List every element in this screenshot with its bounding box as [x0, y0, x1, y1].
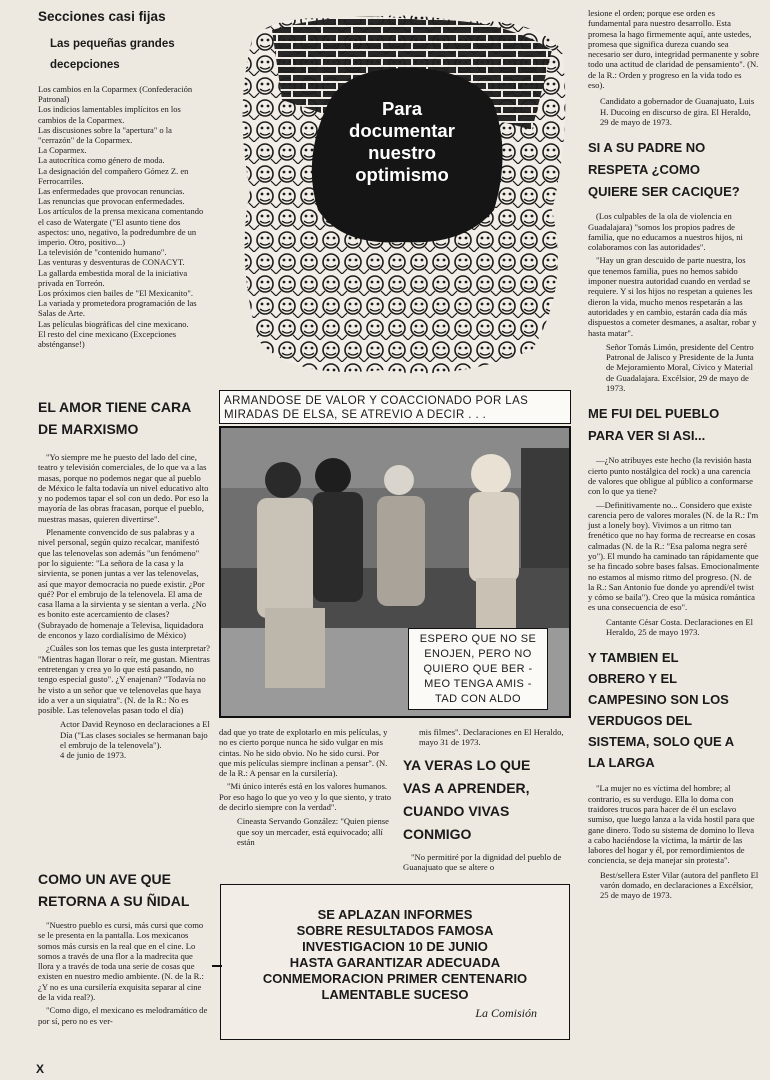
amor-article: [38, 396, 210, 767]
list-item: Las venturas y desventuras de CONACYT.: [38, 257, 185, 268]
article-paragraph: ¿Cuáles son los temas que les gusta interpretar? "Mientras hagan llorar o reír, me gustan. Mientras entretengan y crea yo lo que está pasando, no tengo especial gusto". ¿Y enajenan? "Todavía no he visto a un señor que ve telenovelas que haya ido a ver a un siquiatra". (N. de la R.: No es posible. Las telenovelas pasan todo el día): [38, 643, 210, 716]
left-column: [38, 8, 208, 349]
notice-line: CONMEMORACION PRIMER CENTENARIO: [262, 971, 528, 986]
notice-signature: La Comisión: [475, 1006, 537, 1020]
article-paragraph: Plenamente convencido de sus palabras y a nivel personal, según quizo recalcar, manifestó que las telenovelas son además "un fenómeno" por lo siguiente: "La señora de la casa y la sirvienta, se ponen juntas a ver las telenovelas, así que mayor democracia no puede existir. ¿Por qué? Por el embrujo de la telenovela. El ama de casa llama a la sirvienta y se sientan a verla. ¿No es bonito este acercamiento de clases? (Subrayado de homenaje a Televisa, liquidadora de enconos y lazo cordialísimo de México): [38, 527, 207, 641]
page-number: X: [36, 1062, 45, 1076]
article-credit: Candidato a gobernador de Guanajuato, Luis H. Ducoing en discurso de gira. El Heraldo, 29 de mayo de 1973.: [600, 96, 755, 127]
list-item: El resto del cine mexicano (Excepciones absténganse!): [38, 328, 177, 350]
list-item: Los indicios lamentables implícitos en los cambios de la Coparmex.: [38, 104, 181, 125]
pequenas-title: Las pequeñas grandes decepciones: [50, 38, 175, 71]
article-paragraph: "No permitiré por la dignidad del pueblo de Guanajuato que se altere o: [403, 851, 562, 872]
article-credit: Cantante César Costa. Declaraciones en El Heraldo, 25 de mayo 1973.: [606, 616, 753, 638]
notice-box: [220, 884, 570, 1040]
list-item: La televisión de "contenido humano".: [38, 247, 167, 258]
illustration-title: Para documentar nuestro optimismo: [349, 98, 455, 185]
list-item: La designación del compañero Gómez Z. en Ferrocarriles.: [38, 165, 189, 186]
illustration: [232, 10, 572, 384]
list-item: La autocrítica como género de moda.: [38, 155, 165, 166]
list-item: Las enfermedades que provocan renuncias.: [38, 186, 185, 197]
ave-title: COMO UN AVE QUE RETORNA A SU ÑIDAL: [38, 871, 190, 909]
article-paragraph: "Nuestro pueblo es cursi, más cursi que como se le presenta en la pantalla. Los mexicanos somos más cursis en la real que en el cine. Lo somos a través de una flor a la madrecita que llora y a través de toda una serie de cosas que existen en nuestro medio ambiente. (N. de la R.: ¿Y no es una cursilería exquisita separar al cine de la vida real?).: [38, 920, 204, 1003]
list-item: Las discusiones sobre la "apertura" o la "cerrazón" de la Coparmex.: [38, 124, 172, 146]
obrero-title: Y TAMBIEN EL OBRERO Y EL CAMPESINO SON LOS VERDUGOS DEL SISTEMA, SOLO QUE A LA LARGA: [588, 650, 735, 771]
list-item: La variada y prometedora programación de las Salas de Arte.: [38, 298, 197, 319]
article-paragraph: —¿No atribuyes este hecho (la revisión hasta cierto punto nostálgica del rock) a una carencia de valores que obligue al público a conformarse con lo que ya tiene?: [588, 455, 753, 497]
article-paragraph: "Mi único interés está en los valores humanos. Por eso hago lo que yo veo y lo que siento, y trato de decirlo siempre con la verdad".: [219, 781, 392, 813]
list-item: La Coparmex.: [38, 145, 87, 156]
article-paragraph: "Yo siempre me he puesto del lado del cine, teatro y televisión comerciales, de lo que va a las masas, porque no podemos negar que al pueblo de México le falta todavía un nivel educativo alto y no podemos tapar el sol con un dedo. Por eso la mayoría de las obras fracasan, porque el pueblo, nuestras masas, quieren divertirse".: [38, 452, 209, 524]
article-paragraph: —Definitivamente no... Considero que existe carencia pero de valores morales (N. de la R.: I'm just a lonely boy). Vivimos a un ritmo tan frenético que no hay forma de recrearse en cosas calmadas (N. de la R.: "Esa paloma negra seré yo"). El mundo ha caminado tan rápidamente que se ha fincado sobre bases falsas. Emocionalmente no estamos al mismo ritmo del progreso. (N. de la R.: San Antonio fue donde yo aprendí/el twist y cómo se baila"). Creo que la música romántica es una consecuencia de eso".: [588, 499, 760, 613]
list-item: Los cambios en la Coparmex (Confederación Patronal): [38, 84, 193, 105]
list-item: Las películas biográficas del cine mexicano.: [38, 318, 189, 329]
list-item: Las renuncias que provocan enfermedades.: [38, 196, 185, 207]
list-item: La gallarda embestida moral de la iniciativa privada en Torreón.: [38, 267, 188, 288]
article-paragraph: "La mujer no es víctima del hombre; al contrario, es su verdugo. Ella lo doma con traidores trucos para hacer de él un esclavo sumiso, que luego lanza a la vida hostil para que gane dinero. Todo su sistema de domino lo lleva a cabo haciéndose la víctima, la mártir de las labores del hogar y él, por remordimientos de conciencia, se deja manejar sin protesta".: [588, 783, 755, 866]
article-paragraph: dad que yo trate de explotarlo en mis películas, y no es cierto porque nunca he sido vulgar en mis cintas. No he sido obvio. No he sido cursi. Por que mis películas siempre inclinan a pensar". (N. de la R.: A pensar en la cursilería).: [219, 727, 388, 779]
notice-line: LAMENTABLE SUCESO: [321, 987, 469, 1002]
article-paragraph: lesione el orden; porque ese orden es fundamental para nuestro desarrollo. Esta promesa la hago firmemente aquí, ante ustedes, promesa que significa dureza cuando sea necesario ser duro, integridad permanente y sobre todo una actitud de claridad de pensamiento". (N. de la R.: Orden y progreso en la vida todo es eso).: [588, 8, 760, 91]
cacique-title: SI A SU PADRE NO RESPETA ¿COMO QUIERE SER CACIQUE?: [588, 140, 740, 200]
section-title: Secciones casi fijas: [38, 9, 166, 24]
list-item: Los artículos de la prensa mexicana comentando el caso de Watergate ("El asunto tiene dos aspectos: uno, negativo, la podredumbre de un imperio. Otro, positivo...): [38, 206, 204, 248]
ave-article: [38, 868, 210, 1029]
article-paragraph: "Hay un gran descuido de parte nuestra, los que tenemos familia, pues no hemos sabido imponer nuestra autoridad cuando en verdad se requiere. Y si los hijos no respetan a quienes les dieron la vida, mucho menos respetarán a las autoridades y en cambio, estarán cada día más dispuestos a cometer desmanes, a asaltar, robar y hasta matar".: [588, 255, 757, 338]
amor-title: EL AMOR TIENE CARA DE MARXISMO: [38, 399, 192, 437]
article-credit: Cineasta Servando González: "Quien piense que soy un mercader, está equivocado; allí están: [237, 816, 389, 847]
right-column: [588, 8, 760, 907]
photo-caption-top: ARMANDOSE DE VALOR Y COACCIONADO POR LAS MIRADAS DE ELSA, SE ATREVIO A DECIR . . .: [219, 390, 571, 424]
veras-title: YA VERAS LO QUE VAS A APRENDER, CUANDO VIVAS CONMIGO: [403, 756, 531, 842]
arrow-mark-icon: [212, 965, 222, 967]
veras-article: [403, 727, 571, 872]
article-credit: Actor David Reynoso en declaraciones a El Día ("Las clases sociales se hermanan bajo el embrujo de la telenovela"). 4 de junio de 1973.: [60, 719, 210, 761]
notice-line: INVESTIGACION 10 DE JUNIO: [302, 939, 488, 954]
article-paragraph: (Los culpables de la ola de violencia en Guadalajara) "somos los propios padres de familia, que no educamos a nuestros hijos, ni colaboramos con las autoridades".: [588, 211, 743, 253]
list-item: Los próximos cien bailes de "El Mexicanito".: [38, 288, 193, 299]
notice-line: HASTA GARANTIZAR ADECUADA: [289, 955, 501, 970]
notice-line: SE APLAZAN INFORMES: [317, 907, 473, 922]
article-paragraph: "Como digo, el mexicano es melodramático de por sí, pero no es ver-: [38, 1005, 208, 1026]
photo-caption-bottom: ESPERO QUE NO SE ENOJEN, PERO NO QUIERO QUE BER - MEO TENGA AMIS - TAD CON ALDO: [408, 628, 548, 710]
article-credit: Señor Tomás Limón, presidente del Centro Patronal de Jalisco y Presidente de la Junta de Mejoramiento Moral, Cívico y Material de Guadalajara. Excélsior, 29 de mayo de 1973.: [606, 341, 754, 394]
cartoon-crowd-icon: [232, 10, 572, 384]
notice-line: SOBRE RESULTADOS FAMOSA: [296, 923, 494, 938]
pueblo-title: ME FUI DEL PUEBLO PARA VER SI ASI...: [588, 406, 720, 444]
article-credit: Best/sellera Ester Vilar (autora del panfleto El varón domado, en declaraciones a Excélsior, 25 de mayo de 1973.: [600, 869, 759, 901]
servando-article: [219, 727, 393, 853]
pequenas-list: [38, 84, 208, 349]
article-paragraph: mis filmes". Declaraciones en El Heraldo, mayo 31 de 1973.: [419, 727, 564, 748]
